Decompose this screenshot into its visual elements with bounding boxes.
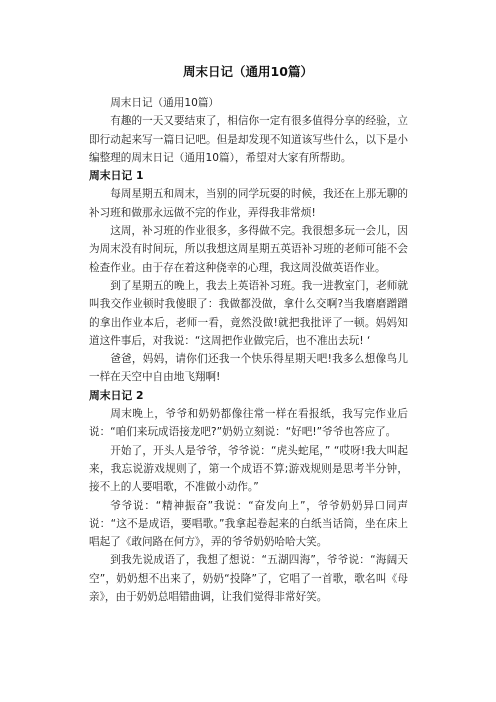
body-paragraph: 爸爸，妈妈，请你们还我一个快乐得星期天吧!我多么想像鸟儿一样在天空中自由地飞翔啊! bbox=[89, 353, 408, 384]
intro-paragraph: 周末日记（通用10篇） bbox=[110, 97, 220, 109]
body-paragraph: 到了星期五的晚上，我去上英语补习班。我一进教室门，老师就叫我交作业顿时我傻眼了：我做都没做，拿什么交啊?当我磨磨蹭蹭的拿出作业本后，老师一看，竟然没做!就把我批评了一顿。妈妈知道这件事后，对我说：“这周把作业做完后，也不准出去玩! ‘ bbox=[89, 279, 408, 347]
body-paragraph: 每周星期五和周末，当别的同学玩耍的时候，我还在上那无聊的补习班和做那永远做不完的作业，弄得我非常烦! bbox=[89, 188, 408, 219]
body-paragraph: 这周，补习班的作业很多，多得做不完。我很想多玩一会儿，因为周末没有时间玩，所以我想这周星期五英语补习班的老师可能不会检查作业。由于存在着这种侥幸的心理，我这周没做英语作业。 bbox=[89, 225, 408, 274]
body-paragraph: 爷爷说：“精神振奋”我说：“奋发向上”，爷爷奶奶异口同声说：“这不是成语，要唱歌。”我拿起卷起来的白纸当话筒，坐在床上唱起了《敢问路在何方》，弄的爷爷奶奶哈哈大笑。 bbox=[89, 499, 408, 549]
document-body bbox=[89, 94, 408, 606]
section-heading: 周末日记 1 bbox=[89, 169, 144, 183]
body-paragraph: 到我先说成语了，我想了想说：“五湖四海”，爷爷说：“海阔天空”，奶奶想不出来了，奶奶“投降”了，它唱了一首歌，歌名叫《母亲》，由于奶奶总唱错曲调，让我们觉得非常好笑。 bbox=[89, 554, 408, 604]
body-paragraph: 周末晚上，爷爷和奶奶都像往常一样在看报纸，我写完作业后说：“咱们来玩成语接龙吧?”奶奶立刻说：“好吧!”爷爷也答应了。 bbox=[89, 408, 408, 439]
intro-paragraph: 有趣的一天又要结束了，相信你一定有很多值得分享的经验，立即行动起来写一篇日记吧。但是却发现不知道该写些什么，以下是小编整理的周末日记（通用10篇），希望对大家有所帮助。 bbox=[89, 115, 408, 164]
section-heading: 周末日记 2 bbox=[89, 388, 144, 402]
page-title: 周末日记（通用10篇） bbox=[183, 64, 313, 79]
body-paragraph: 开始了，开头人是爷爷，爷爷说：“虎头蛇尾，” “哎呀!我大叫起来，我忘说游戏规则了，第一个成语不算;游戏规则是思考半分钟，接不上的人要唱歌，不准做小动作。” bbox=[89, 444, 408, 494]
